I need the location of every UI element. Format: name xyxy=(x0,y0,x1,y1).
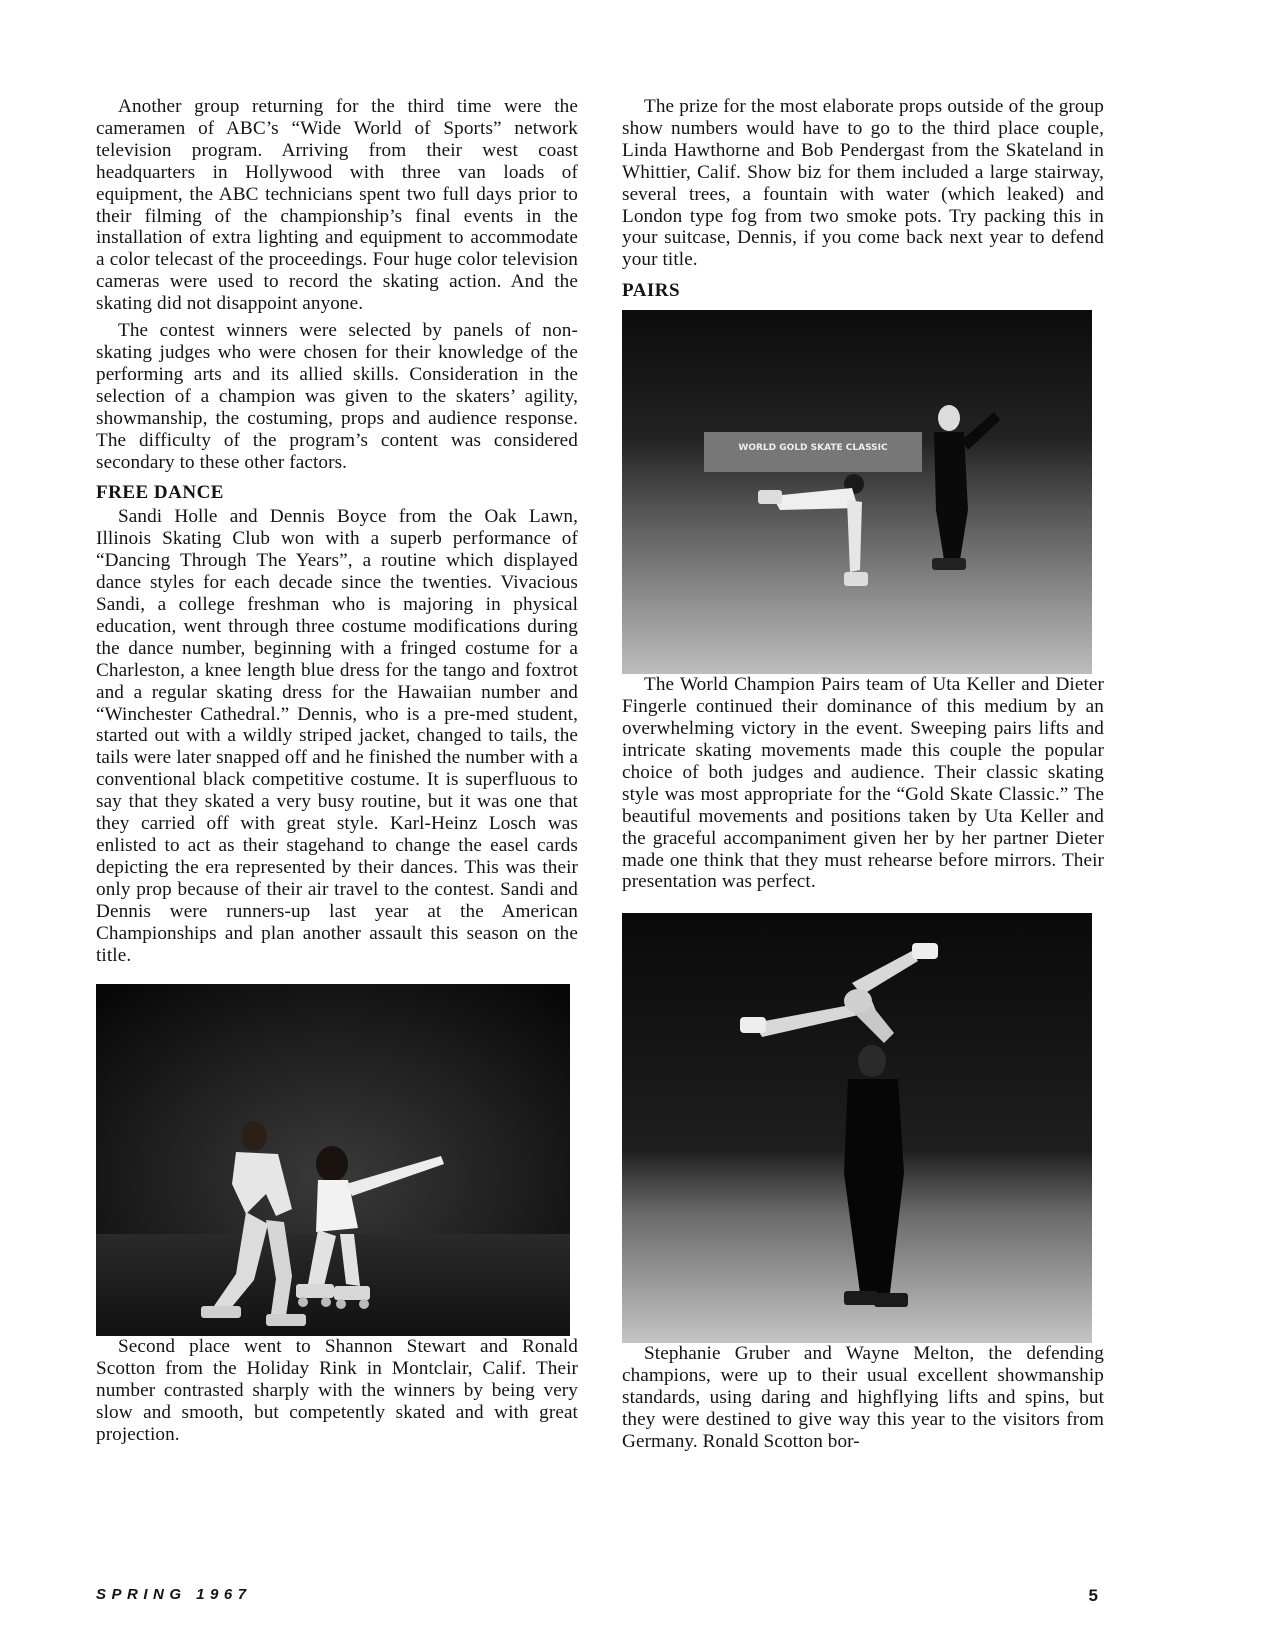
second-place-photo xyxy=(96,984,570,1336)
lift-photo-image xyxy=(622,913,1092,1343)
free-dance-paragraph: Sandi Holle and Dennis Boyce from the Oak Lawn, Illinois Skating Club won with a superb performance of “Dancing Through The Years”, a routine which displayed dance styles for each decade since the twenties. Vivacious Sandi, a college freshman who is majoring in physical education, went through three costume modifications during the dance number, beginning with a fringed costume for a Charleston, a knee length blue dress for the tango and foxtrot and a regular skating dress for the Hawaiian number and “Winchester Cathedral.” Dennis, who is a pre-med student, started out with a wildly striped jacket, changed to tails, the tails were later snapped off and he finished the number with a conventional black competitive costume. It is superfluous to say that they skated a very busy routine, but it was one that they carried off with great style. Karl-Heinz Losch was enlisted to act as their stagehand to change the easel cards depicting the era represented by their dances. This was their only prop because of their air travel to the contest. Sandi and Dennis were runners-up last year at the American Championships and plan another assault this season on the title. xyxy=(96,506,578,966)
props-paragraph: The prize for the most elaborate props outside of the group show numbers would have to go to the third place couple, Linda Hawthorne and Bob Pendergast from the Skateland in Whittier, Calif. Show biz for them included a large stairway, several trees, a fountain with water (which leaked) and London type fog from two smoke pots. Try packing this in your suitcase, Dennis, if you come back next year to defend your title. xyxy=(622,96,1104,271)
pairs-photo-image xyxy=(622,310,1092,674)
pairs-heading: PAIRS xyxy=(622,280,681,302)
second-place-caption: Second place went to Shannon Stewart and Ronald Scotton from the Holiday Rink in Montclair, Calif. Their number contrasted sharply with the winners by being very slow and smooth, but competently skated and with great projection. xyxy=(96,1336,578,1446)
pairs-caption: The World Champion Pairs team of Uta Keller and Dieter Fingerle continued their dominance of this medium by an overwhelming victory in the event. Sweeping pairs lifts and intricate skating movements made this couple the popular choice of both judges and audience. Their classic skating style was most appropriate for the “Gold Skate Classic.” The beautiful movements and positions taken by Uta Keller and the graceful accompaniment given her by her partner Dieter made one think that they must rehearse before mirrors. Their presentation was perfect. xyxy=(622,674,1104,893)
free-dance-heading: FREE DANCE xyxy=(96,482,224,504)
second-place-photo-image xyxy=(96,984,570,1336)
lift-photo xyxy=(622,913,1092,1343)
left-column xyxy=(96,96,578,1446)
issue-label: SPRING 1967 xyxy=(96,1586,252,1603)
abc-paragraph: Another group returning for the third time were the cameramen of ABC’s “Wide World of Sports” network television program. Arriving from their west coast headquarters in Hollywood with three van loads of equipment, the ABC technicians spent two full days prior to their filming of the championship’s final events in the installation of extra lighting and equipment to accommodate a color telecast of the proceedings. Four huge color television cameras were used to record the skating action. And the skating did not disappoint anyone. xyxy=(96,96,578,315)
judges-paragraph: The contest winners were selected by panels of non-skating judges who were chosen for their knowledge of the performing arts and its allied skills. Consideration in the selection of a champion was given to the skaters’ agility, showmanship, the costuming, props and audience response. The difficulty of the program’s content was considered secondary to these other factors. xyxy=(96,320,578,473)
pairs-photo xyxy=(622,310,1092,674)
lift-caption: Stephanie Gruber and Wayne Melton, the defending champions, were up to their usual excellent showmanship standards, using daring and highflying lifts and spins, but they were destined to give way this year to the visitors from Germany. Ronald Scotton bor- xyxy=(622,1343,1104,1452)
page-number: 5 xyxy=(1088,1586,1098,1605)
banner-text: WORLD GOLD SKATE CLASSIC xyxy=(738,443,888,454)
right-column xyxy=(622,96,1104,1453)
